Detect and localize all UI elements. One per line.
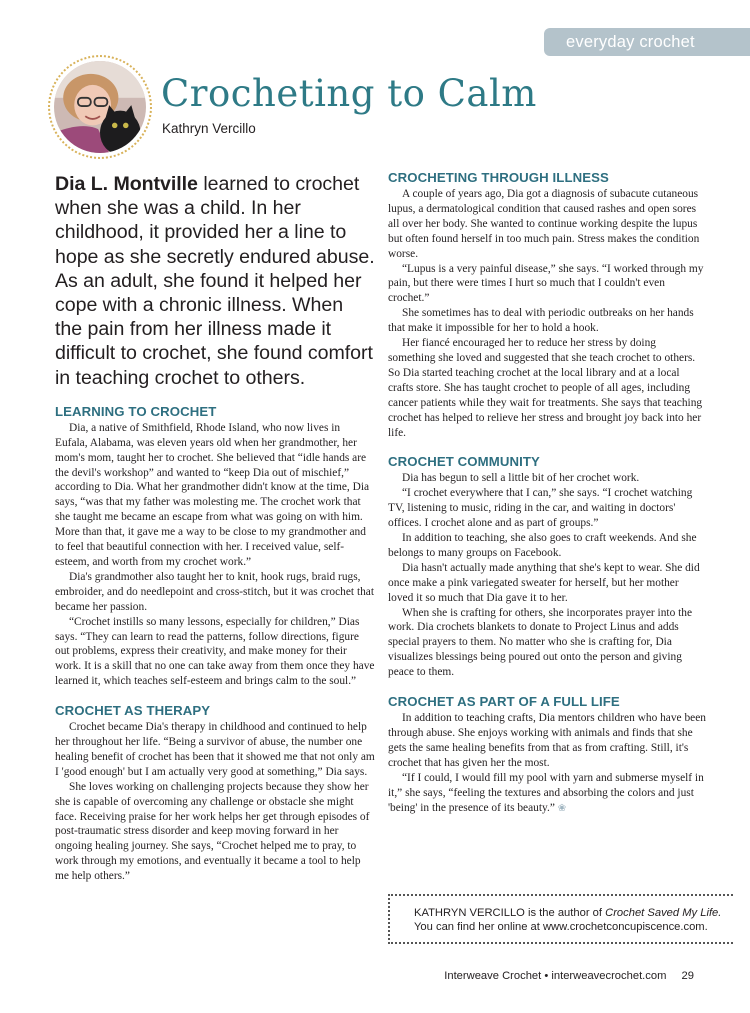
author-bio-line1 — [414, 906, 733, 920]
paragraph: She sometimes has to deal with periodic outbreaks on her hands that make it impossible for her to hold a hook. — [388, 307, 694, 335]
lead-text: learned to crochet when she was a child. In her childhood, it provided her a line to hope as she secretly endured abuse. As an adult, she found it helped her cope with a chronic illness. When the pain from her illness made it difficult to crochet, she found comfort in teaching crochet to others. — [55, 173, 375, 389]
paragraph: Dia, a native of Smithfield, Rhode Island, who now lives in Eufala, Alabama, was eleven years old when her grandmother, her mom's mom, taught her to crochet. She believed that “idle hands are the devil's workshop” and wanted to “keep Dia out of mischief,” according to Dia. What her grandmother didn't know at the time, Dia says, “was that my father was molesting me. The crochet work that she taught me became an escape from what was going on with him. More than that, it gave me a way to be close to my grandmother and to feel that beautiful connection with her. I received value, self-esteem, and worth from my crochet work.” — [55, 421, 370, 568]
paragraph — [388, 771, 706, 817]
footer-site: interweavecrochet.com — [551, 970, 667, 982]
section-tag: everyday crochet — [544, 28, 750, 56]
paragraph: When she is crafting for others, she incorporates prayer into the work. Dia crochets blankets to donate to Project Linus and adds special prayers to them. No matter who she is crafting for, Dia visualizes blessings being poured out onto the person and giving peace to them. — [388, 606, 693, 679]
book-title: Crochet Saved My Life. — [605, 907, 722, 919]
author-name: KATHRYN VERCILLO — [414, 907, 525, 919]
paragraph: “Lupus is a very painful disease,” she says. “I worked through my pain, but there were times I hurt so much that I couldn't even crochet.” — [388, 262, 704, 305]
paragraph: Her fiancé encouraged her to reduce her stress by doing something she loved and suggested that she teach crochet to others. So Dia started teaching crochet at the local library and at a local crafts store. She has taught crochet to people of all ages, including cancer patients while they wait for treatments. She says that teaching crochet has helped to relieve her stress and brought joy back into her life. — [388, 337, 703, 439]
author-photo-icon — [54, 61, 146, 153]
paragraph: Dia's grandmother also taught her to knit, hook rugs, braid rugs, embroider, and do needlepoint and cross-stitch, but it was crochet that became her passion. — [55, 570, 375, 613]
paragraph: “Crochet instills so many lessons, especially for children,” Dias says. “They can learn to read the patterns, follow directions, figure out problems, express their creativity, and make money for their work. It is a skill that no one can take away from them once they have learned it, which teaches self-esteem and brings calm to the soul.” — [55, 615, 375, 688]
paragraph: A couple of years ago, Dia got a diagnosis of subacute cutaneous lupus, a dermatological condition that caused rashes and open sores all over her body. She wanted to continue working despite the lupus but often found herself in too much pain. Stress makes the condition worse. — [388, 188, 700, 260]
left-column — [55, 172, 375, 884]
paragraph: “I crochet everywhere that I can,” she says. “I crochet watching TV, listening to music, riding in the car, and waiting in doctors' offices. I crochet alone and as part of groups.” — [388, 487, 693, 530]
lead-name: Dia L. Montville — [55, 173, 198, 195]
heading-illness: CROCHETING THROUGH ILLNESS — [388, 170, 609, 185]
paragraph: In addition to teaching crafts, Dia mentors children who have been through abuse. She enjoys working with animals and finds that she gets the same healing benefits from that as from crafting. Still, it's crochet that has given her the most. — [388, 712, 706, 769]
article-title: Crocheting to Calm — [161, 72, 537, 115]
heading-therapy: CROCHET AS THERAPY — [55, 703, 211, 719]
heading-full-life: CROCHET AS PART OF A FULL LIFE — [388, 694, 620, 710]
lead-paragraph — [55, 172, 375, 390]
paragraph-text: “If I could, I would fill my pool with yarn and submerse myself in it,” she says, “feeling the textures and absorbing the colors and just 'being' in the presence of its beauty.” — [388, 771, 704, 814]
flower-ornament-icon: ❀ — [557, 802, 567, 814]
author-bio-text: is the author of — [527, 907, 602, 919]
author-avatar — [48, 55, 152, 159]
paragraph: She loves working on challenging projects because they show her she is capable of overcoming any challenge or obstacle she might face. Receiving praise for her work helps her get through episodes of post-traumatic stress disorder and keep moving forward in her ongoing healing journey. She says, “Crochet helped me to pray, to work through my emotions, and eventually it became a tool to help me help others.” — [55, 780, 370, 883]
heading-learning: LEARNING TO CROCHET — [55, 403, 217, 419]
heading-community: CROCHET COMMUNITY — [388, 454, 540, 470]
paragraph: Dia hasn't actually made anything that she's kept to wear. She did once make a pink variegated sweater for herself, but her mother loved it so much that Dia gave it to her. — [388, 561, 700, 604]
page-number: 29 — [681, 970, 694, 982]
paragraph: Crochet became Dia's therapy in childhood and continued to help her throughout her life. “Being a survivor of abuse, the number one healing benefit of crochet has been that it showed me that not only am I 'good enough' but I am actually very good at something,” Dia says. — [55, 721, 375, 778]
paragraph: Dia has begun to sell a little bit of her crochet work. — [402, 472, 640, 485]
paragraph: In addition to teaching, she also goes to craft weekends. And she belongs to many groups on Facebook. — [388, 532, 697, 559]
right-column — [388, 170, 706, 816]
author-bio-box — [388, 894, 733, 944]
footer-separator: • — [544, 970, 549, 982]
footer-publication: Interweave Crochet — [444, 970, 542, 982]
byline: Kathryn Vercillo — [162, 121, 256, 136]
page-footer — [444, 970, 694, 982]
author-bio-line2: You can find her online at www.crochetconcupiscence.com. — [414, 921, 708, 933]
